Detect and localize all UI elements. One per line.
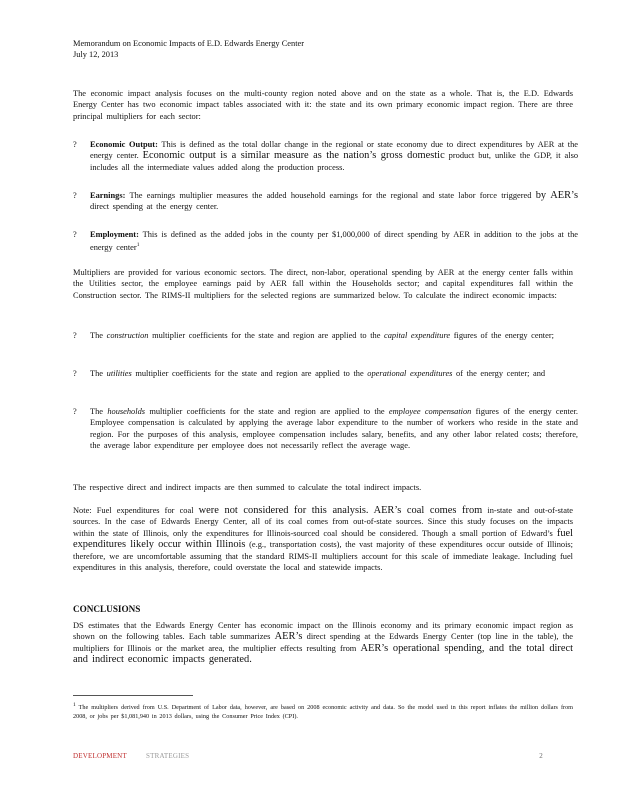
footnote-ref: 1 (136, 242, 140, 249)
footnote (73, 701, 573, 721)
bullet-text: figures of the energy center; (453, 331, 554, 340)
bullet-text: figures of the energy center. Employee compensation is calculated by applying the average labor expenditure to the number of workers who reside in the state and region. For the purposes of this analysis, employee compensation includes salary, benefits, and any other labor related costs; therefore, the average labor expenditure per employee does not necessarily reflect the average wage. (90, 407, 579, 451)
bullet-text: product but, unlike the GDP, it also includes all the intermediate values added along the production process. (90, 151, 579, 172)
footnote-divider (73, 695, 193, 696)
bullet-emphasis: employee compensation (388, 407, 472, 416)
respective-paragraph: The respective direct and indirect impacts are then summed to calculate the total indirect impacts. (73, 483, 422, 492)
bullet-mark: ? (73, 331, 77, 340)
page-number: 2 (539, 752, 543, 760)
bullet-emphasis: utilities (106, 369, 132, 378)
bullet-earnings (73, 190, 578, 213)
bullet-text: This is defined as the total dollar change in the regional or state economy due to direct expenditures by AER at the energy center. (90, 140, 578, 161)
multipliers-paragraph: Multipliers are provided for various economic sectors. The direct, non-labor, operational spending by AER at the energy center falls within the Utilities sector, the employee earnings paid by AER fall within the Households sector; and capital expenditures fall within the Construction sector. The RIMS-II multipliers for the selected regions are summarized below. To calculate the indirect economic impacts: (73, 268, 573, 300)
intro-paragraph: The economic impact analysis focuses on the multi-county region noted above and on the state as a whole. That is, the E.D. Edwards Energy Center has two economic impact tables associated with it: the state and its own primary economic impact region. There are three principal multipliers for each sector: (73, 89, 573, 121)
note-text-large: fuel expenditures likely occur within Illinois (73, 527, 574, 551)
note-paragraph (73, 505, 573, 573)
bullet-emphasis: households (107, 407, 146, 416)
memo-date: July 12, 2013 (73, 50, 119, 59)
bullet-term: Economic Output: (90, 140, 158, 149)
conclusions-paragraph (73, 620, 573, 666)
conclusions-text: DS estimates that the Edwards Energy Center has economic impact on the Illinois economy and its primary economic impact region as shown on the following tables. Each table summarizes (73, 621, 573, 642)
bullet-households (73, 406, 578, 452)
bullet-mark: ? (73, 369, 77, 378)
bullet-text: The (90, 369, 104, 378)
bullet-term: Employment: (90, 230, 139, 239)
memo-title: Memorandum on Economic Impacts of E.D. Edwards Energy Center (73, 39, 305, 48)
bullet-text: multiplier coefficients for the state and region are applied to the (152, 331, 381, 340)
conclusions-heading: CONCLUSIONS (73, 604, 141, 614)
bullet-mark: ? (73, 407, 77, 416)
conclusions-text-large: AER’s operational spending, and the total direct and indirect economic impacts generated. (73, 642, 574, 666)
bullet-emphasis: construction (106, 331, 149, 340)
memo-header (73, 38, 304, 60)
bullet-economic-output (73, 139, 578, 173)
conclusions-text: direct spending at the Edwards Energy Center (top line in the table), the multipliers for Illinois or the market area, the multiplier effects resulting from (73, 632, 573, 653)
bullet-employment (73, 229, 578, 254)
footnote-number: 1 (73, 702, 76, 708)
bullet-emphasis: capital expenditure (384, 331, 451, 340)
bullet-mark: ? (73, 191, 77, 200)
footer-brand-left: DEVELOPMENT (73, 752, 127, 760)
bullet-text: The (90, 331, 104, 340)
bullet-mark: ? (73, 230, 77, 239)
bullet-emphasis: operational expenditures (367, 369, 453, 378)
bullet-term: Earnings: (90, 191, 126, 200)
bullet-text-large: Economic output is a similar measure as the nation’s gross domestic (142, 150, 445, 162)
bullet-text: multiplier coefficients for the state and region are applied to the (149, 407, 385, 416)
bullet-text: multiplier coefficients for the state and region are applied to the (135, 369, 364, 378)
bullet-text: This is defined as the added jobs in the county per $1,000,000 of direct spending by AER in addition to the jobs at the energy center (90, 230, 578, 253)
page-footer (73, 752, 543, 760)
bullet-text: direct spending at the energy center. (90, 202, 219, 212)
bullet-mark: ? (73, 140, 77, 149)
note-text: Note: Fuel expenditures for coal (73, 506, 194, 515)
note-text: in-state and out-of-state sources. In the case of Edwards Energy Center, all of its coal comes from out-of-state sources. Since this study focuses on the impacts within the state of Illinois, only the expenditures for Illinois-sourced coal should be considered. Though a small portion of Edward’s (73, 506, 573, 538)
bullet-utilities (73, 368, 578, 379)
bullet-text-large: by AER’s (535, 190, 578, 201)
footer-brand-right: STRATEGIES (146, 752, 190, 760)
note-text: (e.g., transportation costs), the vast majority of these expenditures occur outside of Illinois; therefore, we are uncomfortable assuming that the standard RIMS-II multipliers account for this scale of immediate leakage. Including fuel expenditures in this analysis, therefore, could overstate the local and statewide impacts. (73, 540, 574, 573)
footnote-text: The multipliers derived from U.S. Department of Labor data, however, are based on 2008 economic activity and data. So the model used in this report inflates the million dollars from 2008, or jobs per $1,081,940 in 2013 dollars, using the Consumer Price Index (CPI). (73, 704, 573, 720)
note-text-large: were not considered for this analysis. AER’s coal comes from (198, 505, 483, 516)
bullet-text: of the energy center; and (456, 369, 546, 378)
conclusions-text-large: AER’s (274, 631, 303, 643)
bullet-text: The earnings multiplier measures the added household earnings for the regional and state labor force triggered (129, 191, 532, 200)
bullet-text: The (90, 407, 104, 416)
bullet-construction (73, 330, 578, 341)
